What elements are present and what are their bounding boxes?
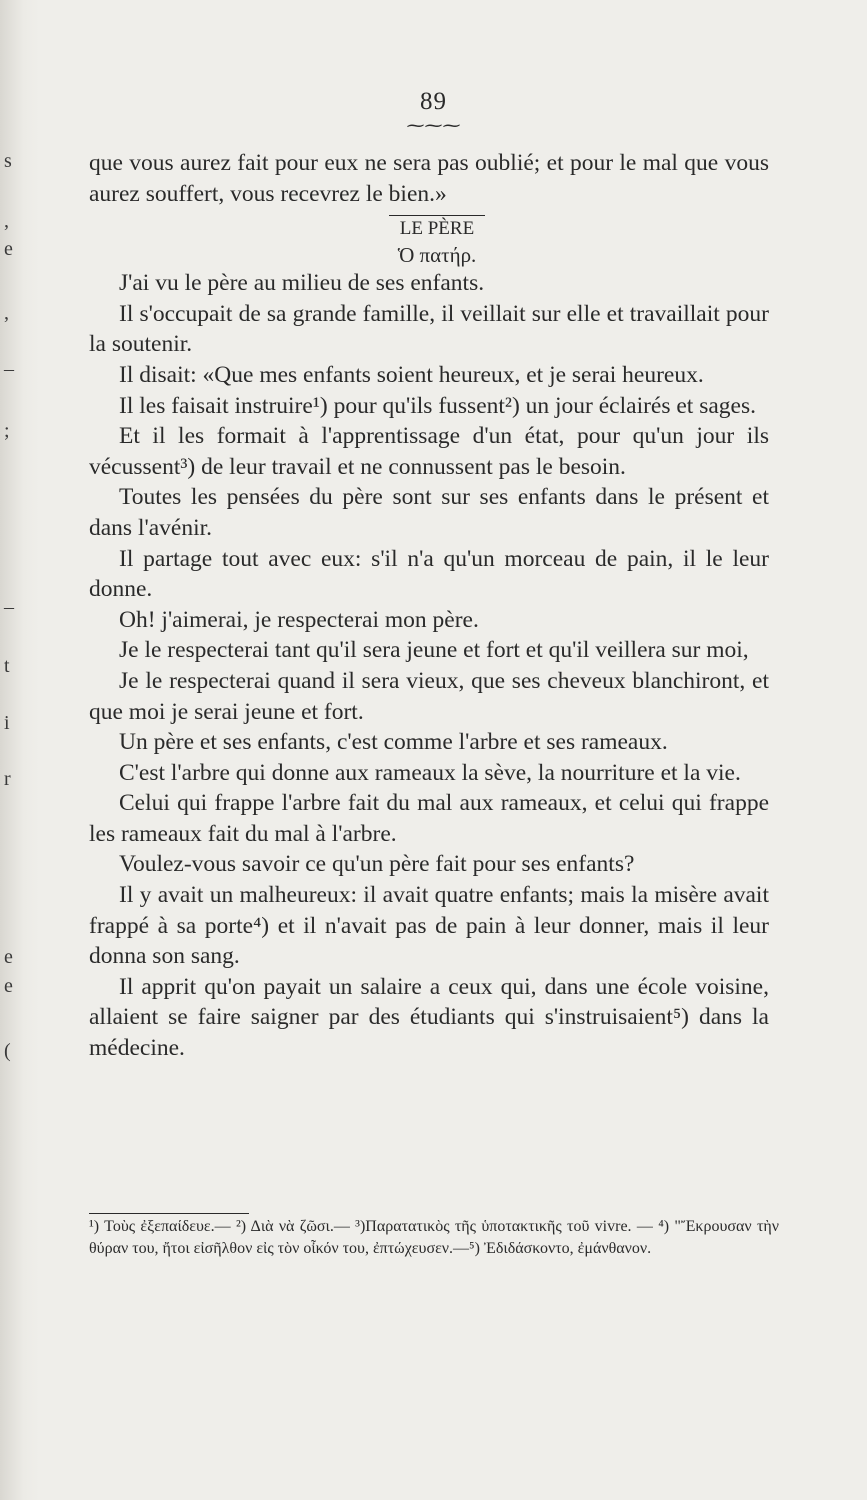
paragraph: Il y avait un malheureux: il avait quatre enfants; mais la misère avait frappé à sa porte⁴) et il n'avait pas de pain à leur donner, mais il leur donna son sang. xyxy=(89,882,769,970)
margin-letter: ; xyxy=(4,420,10,442)
margin-letter: i xyxy=(4,712,10,734)
page-number: 89 xyxy=(420,88,447,115)
footnotes xyxy=(89,1216,779,1260)
paragraph: Toutes les pensées du père sont sur ses enfants dans le présent et dans l'avénir. xyxy=(89,484,769,541)
ornament: ⁓⁓⁓ xyxy=(406,115,461,135)
margin-letter: – xyxy=(4,596,14,618)
margin-letter: e xyxy=(4,946,13,968)
paragraph: C'est l'arbre qui donne aux rameaux la sève, la nourriture et la vie. xyxy=(119,759,741,786)
paragraph: Celui qui frappe l'arbre fait du mal aux rameaux, et celui qui frappe les rameaux fait du mal à l'arbre. xyxy=(89,790,769,847)
paragraph: J'ai vu le père au milieu de ses enfants. xyxy=(119,270,485,297)
paragraph: Il partage tout avec eux: s'il n'a qu'un morceau de pain, il le leur donne. xyxy=(89,545,769,603)
margin-letter: s xyxy=(4,150,12,172)
paragraph: Il apprit qu'on payait un salaire a ceux qui, dans une école voisine, allaient se faire saigner par des étudiants qui s'instruisaient⁵) dans la médecine. xyxy=(89,973,769,1062)
paragraph: Un père et ses enfants, c'est comme l'arbre et ses rameaux. xyxy=(119,729,668,756)
margin-letter: ( xyxy=(4,1040,11,1062)
footnote-rule xyxy=(89,1213,249,1214)
paragraph: que vous aurez fait pour eux ne sera pas oublié; et pour le mal que vous aurez souffert, vous recevrez le bien.» xyxy=(89,150,769,207)
margin-letter: , xyxy=(4,210,9,232)
margin-letter: , xyxy=(4,302,9,324)
paragraph: Il disait: «Que mes enfants soient heureux, et je serai heureux. xyxy=(119,361,704,388)
paragraph: Voulez-vous savoir ce qu'un père fait pour ses enfants? xyxy=(119,851,635,878)
paragraph: Je le respecterai quand il sera vieux, que ses cheveux blanchiront, et que moi je serai jeune et fort. xyxy=(89,667,769,725)
body-text xyxy=(89,148,769,1064)
margin-letter: t xyxy=(4,655,10,677)
heading-greek: Ὁ πατήρ. xyxy=(397,243,477,268)
margin-letter: e xyxy=(4,238,13,260)
margin-letter: e xyxy=(4,975,13,997)
paragraph: Il s'occupait de sa grande famille, il veillait sur elle et travaillait pour la soutenir. xyxy=(89,300,769,358)
margin-letter: r xyxy=(4,768,11,790)
section-heading xyxy=(89,215,769,268)
paragraph: Oh! j'aimerai, je respecterai mon père. xyxy=(119,606,479,633)
footnote-text: ¹) Τοὺς ἐξεπαίδευε.— ²) Διὰ νὰ ζῶσι.— ³)Παρατατικὸς τῆς ὑποτακτικῆς τοῦ vivre. — ⁴) "Ἔκρουσαν τὴν θύραν του, ἤτοι εἰσῆλθον εἰς τὸν οἶκόν του, ἐπτώχευσεν.—⁵) Ἐδιδάσκοντο, ἐμάνθανον. xyxy=(89,1218,779,1257)
heading-title: LE PÈRE xyxy=(399,218,475,240)
adjacent-page-edge xyxy=(0,0,40,1500)
paragraph: Et il les formait à l'apprentissage d'un état, pour qu'un jour ils vécussent³) de leur travail et ne connussent pas le besoin. xyxy=(89,423,769,480)
margin-letter: – xyxy=(4,358,14,380)
paragraph: Je le respecterai tant qu'il sera jeune et fort et qu'il veillera sur moi, xyxy=(119,637,749,664)
paragraph: Il les faisait instruire¹) pour qu'ils fussent²) un jour éclairés et sages. xyxy=(119,392,756,419)
